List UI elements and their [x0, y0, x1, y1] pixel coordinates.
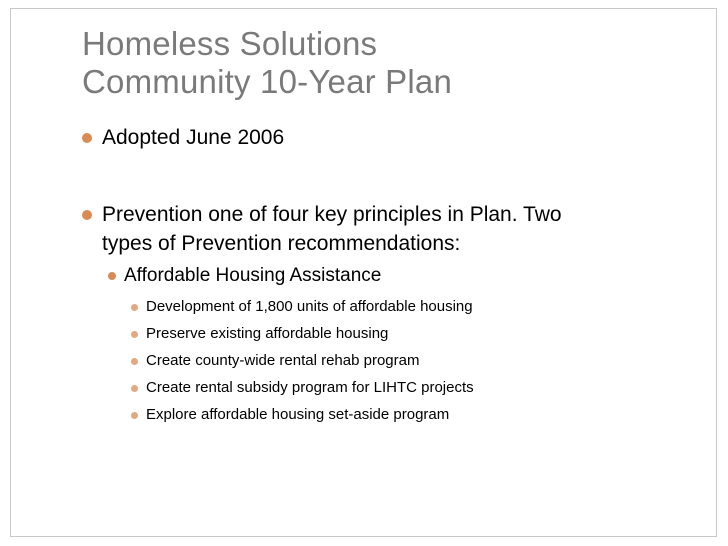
- list-item: [146, 324, 388, 344]
- list-item-text: Create county-wide rental rehab program: [146, 352, 420, 369]
- bullet-dot-icon: [131, 358, 138, 365]
- list-item: [146, 351, 419, 371]
- list-item-text: Development of 1,800 units of affordable housing: [146, 298, 473, 315]
- list-item: [146, 378, 474, 398]
- sub-bullet-text: Affordable Housing Assistance: [124, 265, 382, 286]
- bullet-dot-icon: [131, 331, 138, 338]
- slide-title: [82, 25, 452, 101]
- bullet-adopted: [102, 123, 284, 152]
- bullet-text-line-1: Prevention one of four key principles in Plan. Two: [102, 203, 562, 226]
- list-item-text: Create rental subsidy program for LIHTC projects: [146, 379, 474, 396]
- list-item-text: Explore affordable housing set-aside program: [146, 406, 450, 423]
- sub-bullet-affordable-housing: [124, 263, 381, 288]
- list-item-text: Preserve existing affordable housing: [146, 325, 389, 342]
- bullet-text-line-2: types of Prevention recommendations:: [102, 232, 461, 255]
- title-line-2: Community 10-Year Plan: [82, 63, 453, 100]
- bullet-dot-icon: [82, 210, 92, 220]
- bullet-dot-icon: [131, 412, 138, 419]
- bullet-text: Adopted June 2006: [102, 126, 285, 149]
- bullet-dot-icon: [108, 272, 116, 280]
- bullet-prevention: [102, 200, 562, 258]
- list-item: [146, 405, 449, 425]
- list-item: [146, 297, 473, 317]
- title-line-1: Homeless Solutions: [82, 25, 378, 62]
- bullet-dot-icon: [131, 385, 138, 392]
- bullet-dot-icon: [82, 133, 92, 143]
- bullet-dot-icon: [131, 304, 138, 311]
